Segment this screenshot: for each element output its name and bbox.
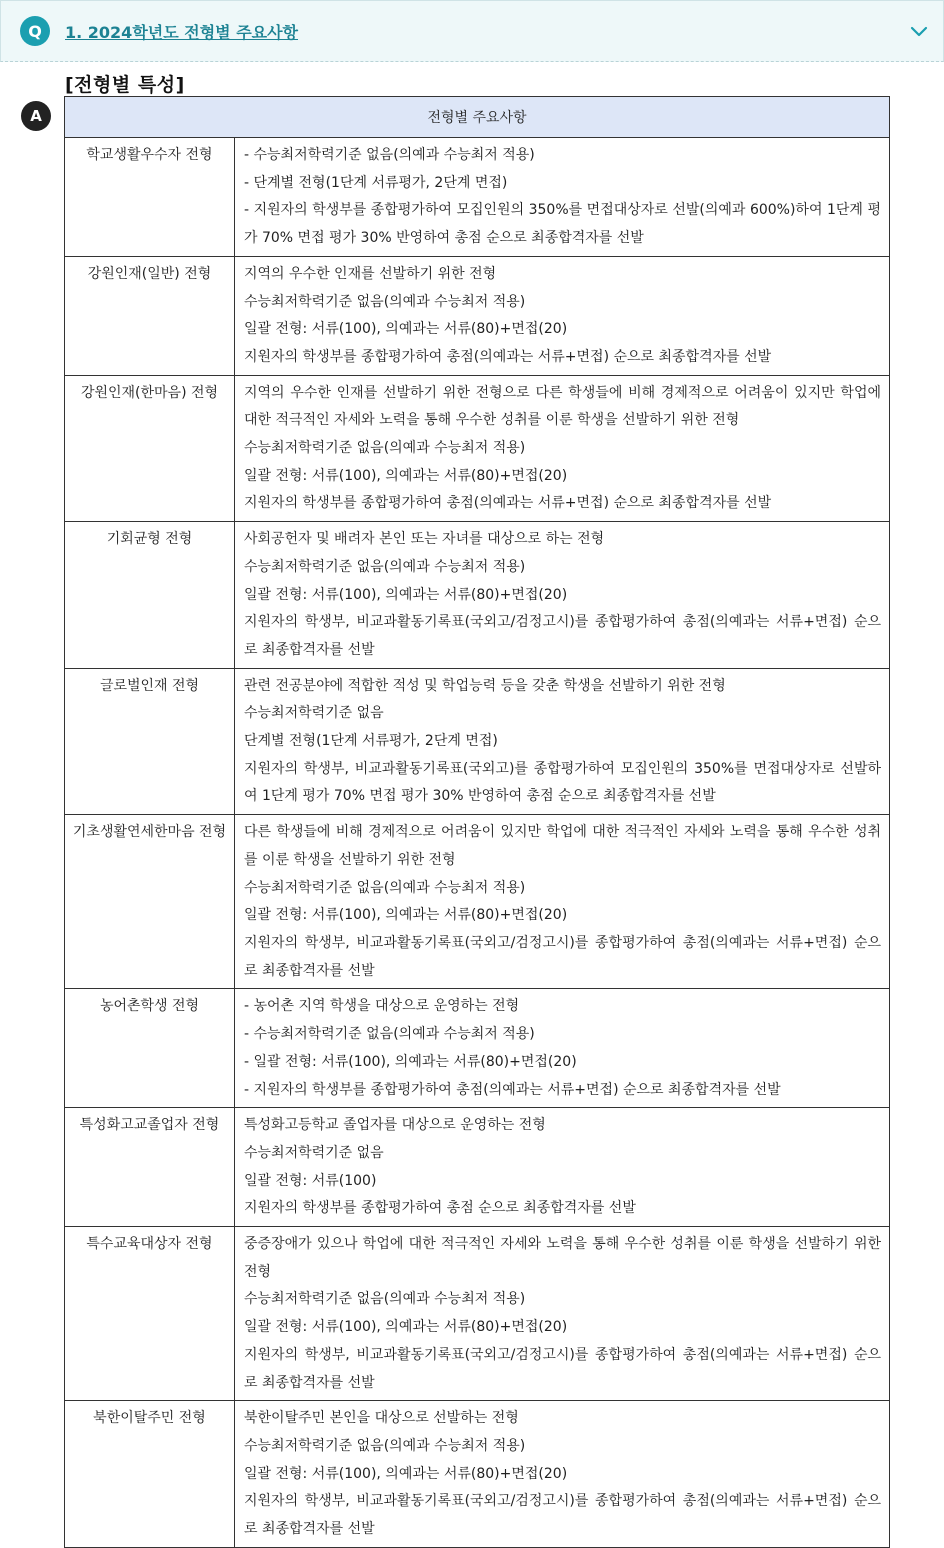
detail-line: 일괄 전형: 서류(100), 의예과는 서류(80)+면접(20): [244, 321, 568, 338]
detail-line: 지원자의 학생부, 비교과활동기록표(국외고)를 종합평가하여 모집인원의 350%를 면접대상자로 선발하여 1단계 평가 70% 면접 평가 30% 반영하여 총점 순으로 최종합격자를 선발: [244, 760, 881, 805]
admission-details-cell: [235, 1401, 890, 1548]
detail-line: - 수능최저학력기준 없음(의예과 수능최저 적용): [244, 1026, 535, 1043]
detail-line: 지원자의 학생부, 비교과활동기록표(국외고/검정고시)를 종합평가하여 총점(의예과는 서류+면접) 순으로 최종합격자를 선발: [244, 1346, 881, 1391]
detail-line: 다른 학생들에 비해 경제적으로 어려움이 있지만 학업에 대한 적극적인 자세와 노력을 통해 우수한 성취를 이룬 학생을 선발하기 위한 전형: [244, 824, 881, 868]
admission-details-cell: [235, 989, 890, 1108]
detail-line: 수능최저학력기준 없음(의예과 수능최저 적용): [244, 440, 526, 457]
table-body: [65, 138, 890, 1548]
admission-type-cell: 기초생활연세한마음 전형: [65, 815, 235, 989]
detail-line: - 농어촌 지역 학생을 대상으로 운영하는 전형: [244, 998, 520, 1015]
faq-question-header[interactable]: [0, 0, 944, 62]
table-row: [65, 1401, 890, 1548]
table-row: [65, 256, 890, 375]
table-row: [65, 815, 890, 989]
detail-line: 수능최저학력기준 없음: [244, 1144, 384, 1161]
detail-line: 사회공헌자 및 배려자 본인 또는 자녀를 대상으로 하는 전형: [244, 531, 605, 548]
admission-type-cell: 강원인재(일반) 전형: [65, 256, 235, 375]
admission-type-cell: 기회균형 전형: [65, 522, 235, 669]
detail-line: 일괄 전형: 서류(100), 의예과는 서류(80)+면접(20): [244, 1319, 568, 1336]
detail-line: 수능최저학력기준 없음(의예과 수능최저 적용): [244, 558, 526, 575]
admission-type-cell: 농어촌학생 전형: [65, 989, 235, 1108]
admission-details-cell: [235, 815, 890, 989]
detail-line: 수능최저학력기준 없음(의예과 수능최저 적용): [244, 1437, 526, 1454]
table-row: [65, 989, 890, 1108]
detail-line: 일괄 전형: 서류(100): [244, 1172, 377, 1189]
detail-line: - 수능최저학력기준 없음(의예과 수능최저 적용): [244, 147, 535, 163]
detail-line: 수능최저학력기준 없음: [244, 705, 384, 722]
detail-line: 특성화고등학교 졸업자를 대상으로 운영하는 전형: [244, 1117, 546, 1134]
detail-line: - 지원자의 학생부를 종합평가하여 모집인원의 350%를 면접대상자로 선발(의예과 600%)하여 1단계 평가 70% 면접 평가 30% 반영하여 총점 순으로 최종합격자를 선발: [244, 202, 881, 247]
detail-line: 일괄 전형: 서류(100), 의예과는 서류(80)+면접(20): [244, 467, 568, 484]
detail-line: 중증장애가 있으나 학업에 대한 적극적인 자세와 노력을 통해 우수한 성취를 이룬 학생을 선발하기 위한 전형: [244, 1236, 881, 1280]
admission-type-cell: 북한이탈주민 전형: [65, 1401, 235, 1548]
admission-type-cell: 학교생활우수자 전형: [65, 138, 235, 257]
detail-line: 단계별 전형(1단계 서류평가, 2단계 면접): [244, 733, 498, 750]
admission-type-cell: 특수교육대상자 전형: [65, 1227, 235, 1401]
question-badge: Q: [20, 16, 50, 46]
answer-badge: A: [21, 101, 51, 131]
detail-line: 일괄 전형: 서류(100), 의예과는 서류(80)+면접(20): [244, 1465, 568, 1482]
detail-line: - 지원자의 학생부를 종합평가하여 총점(의예과는 서류+면접) 순으로 최종합격자를 선발: [244, 1081, 781, 1098]
detail-line: 수능최저학력기준 없음(의예과 수능최저 적용): [244, 879, 526, 896]
detail-line: 지역의 우수한 인재를 선발하기 위한 전형으로 다른 학생들에 비해 경제적으로 어려움이 있지만 학업에 대한 적극적인 자세와 노력을 통해 우수한 성취를 이룬 학생을 선발하기 위한 전형: [244, 384, 881, 429]
admission-details-cell: [235, 1108, 890, 1227]
table-header-row: [65, 97, 890, 138]
detail-line: 관련 전공분야에 적합한 적성 및 학업능력 등을 갖춘 학생을 선발하기 위한 전형: [244, 677, 726, 694]
admission-details-cell: [235, 256, 890, 375]
detail-line: 지역의 우수한 인재를 선발하기 위한 전형: [244, 265, 497, 282]
table-row: [65, 668, 890, 815]
admission-details-cell: [235, 138, 890, 257]
detail-line: 지원자의 학생부를 종합평가하여 총점(의예과는 서류+면접) 순으로 최종합격자를 선발: [244, 495, 772, 512]
detail-line: 지원자의 학생부, 비교과활동기록표(국외고/검정고시)를 종합평가하여 총점(의예과는 서류+면접) 순으로 최종합격자를 선발: [244, 614, 881, 658]
admission-type-cell: 강원인재(한마음) 전형: [65, 375, 235, 522]
table-header: 전형별 주요사항: [65, 97, 890, 138]
detail-line: - 일괄 전형: 서류(100), 의예과는 서류(80)+면접(20): [244, 1053, 577, 1070]
detail-line: 북한이탈주민 본인을 대상으로 선발하는 전형: [244, 1410, 519, 1427]
table-row: [65, 138, 890, 257]
admission-details-cell: [235, 668, 890, 815]
table-row: [65, 375, 890, 522]
faq-question-link[interactable]: 1. 2024학년도 전형별 주요사항: [65, 22, 299, 42]
admission-details-cell: [235, 1227, 890, 1401]
detail-line: - 단계별 전형(1단계 서류평가, 2단계 면접): [244, 174, 508, 191]
admission-details-cell: [235, 375, 890, 522]
admission-details-cell: [235, 522, 890, 669]
table-row: [65, 1108, 890, 1227]
detail-line: 일괄 전형: 서류(100), 의예과는 서류(80)+면접(20): [244, 586, 568, 603]
table-row: [65, 522, 890, 669]
detail-line: 지원자의 학생부를 종합평가하여 총점(의예과는 서류+면접) 순으로 최종합격자를 선발: [244, 348, 772, 365]
detail-line: 수능최저학력기준 없음(의예과 수능최저 적용): [244, 293, 526, 310]
detail-line: 지원자의 학생부를 종합평가하여 총점 순으로 최종합격자를 선발: [244, 1200, 636, 1217]
chevron-down-icon[interactable]: [909, 22, 929, 42]
admission-type-cell: 특성화고교졸업자 전형: [65, 1108, 235, 1227]
section-title: [전형별 특성]: [65, 74, 185, 96]
admission-types-table: [64, 96, 890, 1548]
admission-type-cell: 글로벌인재 전형: [65, 668, 235, 815]
detail-line: 일괄 전형: 서류(100), 의예과는 서류(80)+면접(20): [244, 907, 568, 924]
detail-line: 지원자의 학생부, 비교과활동기록표(국외고/검정고시)를 종합평가하여 총점(의예과는 서류+면접) 순으로 최종합격자를 선발: [244, 1493, 881, 1538]
detail-line: 지원자의 학생부, 비교과활동기록표(국외고/검정고시)를 종합평가하여 총점(의예과는 서류+면접) 순으로 최종합격자를 선발: [244, 934, 881, 979]
table-row: [65, 1227, 890, 1401]
detail-line: 수능최저학력기준 없음(의예과 수능최저 적용): [244, 1291, 526, 1308]
